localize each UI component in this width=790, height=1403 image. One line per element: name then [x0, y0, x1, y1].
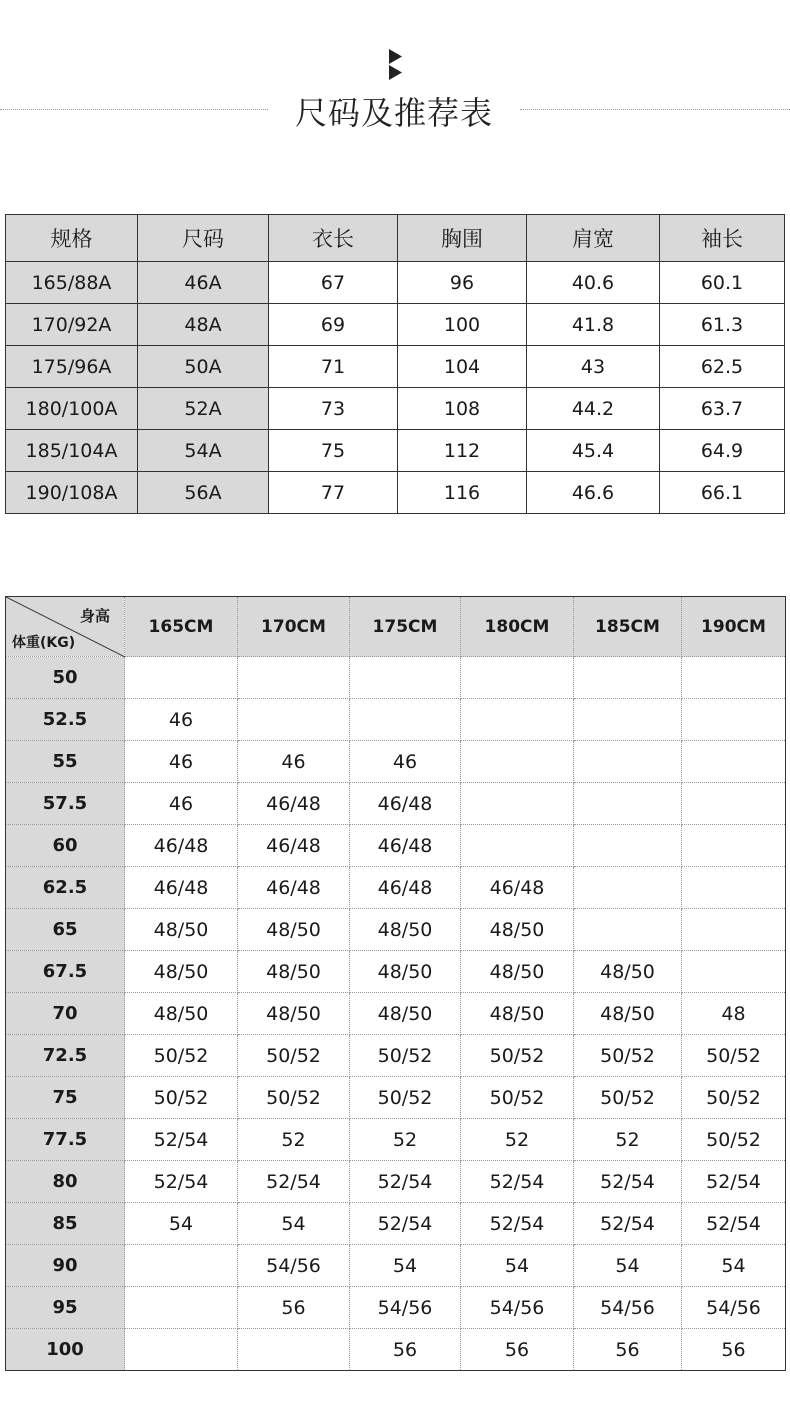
recommended-size-cell — [125, 1245, 238, 1287]
recommended-size-cell: 48/50 — [238, 993, 350, 1035]
size-table-cell: 52A — [138, 388, 269, 430]
weight-label: 55 — [6, 741, 125, 783]
size-spec-table — [5, 214, 785, 514]
weight-label: 95 — [6, 1287, 125, 1329]
size-table-cell: 63.7 — [660, 388, 785, 430]
recommended-size-cell: 46 — [125, 783, 238, 825]
recommended-size-cell — [238, 1329, 350, 1371]
recommended-size-cell: 56 — [238, 1287, 350, 1329]
recommended-size-cell: 56 — [682, 1329, 786, 1371]
recommended-size-cell: 56 — [461, 1329, 574, 1371]
size-table-cell: 56A — [138, 472, 269, 514]
size-recommendation-table — [5, 596, 786, 1371]
header-size: 尺码 — [138, 215, 269, 262]
recommended-size-cell: 48/50 — [238, 909, 350, 951]
recommended-size-cell: 52 — [238, 1119, 350, 1161]
title-divider-left — [0, 109, 268, 110]
recommended-size-cell: 48/50 — [461, 951, 574, 993]
size-table-row — [6, 472, 785, 514]
weight-row — [6, 825, 786, 867]
recommended-size-cell: 46/48 — [350, 867, 461, 909]
weight-label: 77.5 — [6, 1119, 125, 1161]
weight-label: 62.5 — [6, 867, 125, 909]
size-table-cell: 170/92A — [6, 304, 138, 346]
recommended-size-cell — [682, 741, 786, 783]
recommended-size-cell: 48/50 — [461, 909, 574, 951]
header-spec: 规格 — [6, 215, 138, 262]
weight-row — [6, 657, 786, 699]
recommended-size-cell: 50/52 — [461, 1077, 574, 1119]
size-table-cell: 175/96A — [6, 346, 138, 388]
header-chest: 胸围 — [398, 215, 527, 262]
size-table-row — [6, 262, 785, 304]
weight-label: 75 — [6, 1077, 125, 1119]
weight-row — [6, 1035, 786, 1077]
weight-label: 72.5 — [6, 1035, 125, 1077]
weight-row — [6, 1245, 786, 1287]
recommended-size-cell: 52/54 — [574, 1161, 682, 1203]
size-table-cell: 64.9 — [660, 430, 785, 472]
weight-label: 80 — [6, 1161, 125, 1203]
size-table-cell: 71 — [269, 346, 398, 388]
recommended-size-cell: 54 — [238, 1203, 350, 1245]
size-table-cell: 61.3 — [660, 304, 785, 346]
weight-label: 67.5 — [6, 951, 125, 993]
recommended-size-cell — [682, 867, 786, 909]
recommended-size-cell: 48/50 — [574, 993, 682, 1035]
size-table-cell: 46A — [138, 262, 269, 304]
header-sleeve: 袖长 — [660, 215, 785, 262]
recommended-size-cell: 46 — [125, 741, 238, 783]
weight-row — [6, 951, 786, 993]
double-arrow-right-icon — [388, 48, 404, 80]
recommended-size-cell — [461, 825, 574, 867]
size-table-cell: 50A — [138, 346, 269, 388]
size-table-cell: 69 — [269, 304, 398, 346]
recommended-size-cell: 50/52 — [350, 1035, 461, 1077]
weight-label: 60 — [6, 825, 125, 867]
recommended-size-cell: 48 — [682, 993, 786, 1035]
recommended-size-cell — [125, 657, 238, 699]
recommended-size-cell — [461, 699, 574, 741]
recommended-size-cell — [574, 867, 682, 909]
weight-row — [6, 699, 786, 741]
height-header: 190CM — [682, 597, 786, 657]
height-header: 185CM — [574, 597, 682, 657]
recommended-size-cell: 46 — [350, 741, 461, 783]
size-table-header-row — [6, 215, 785, 262]
size-table-cell: 45.4 — [527, 430, 660, 472]
height-header: 180CM — [461, 597, 574, 657]
size-table-cell: 112 — [398, 430, 527, 472]
recommended-size-cell: 54 — [350, 1245, 461, 1287]
recommended-size-cell: 52/54 — [461, 1161, 574, 1203]
recommended-size-cell: 54/56 — [238, 1245, 350, 1287]
weight-row — [6, 1119, 786, 1161]
recommended-size-cell — [461, 657, 574, 699]
recommended-size-cell: 46/48 — [461, 867, 574, 909]
weight-row — [6, 1203, 786, 1245]
size-table-cell: 67 — [269, 262, 398, 304]
recommended-size-cell: 50/52 — [238, 1077, 350, 1119]
size-table-cell: 60.1 — [660, 262, 785, 304]
recommended-size-cell: 46 — [125, 699, 238, 741]
recommended-size-cell: 46/48 — [350, 783, 461, 825]
recommended-size-cell: 52/54 — [350, 1161, 461, 1203]
size-table-cell: 41.8 — [527, 304, 660, 346]
recommended-size-cell: 52/54 — [574, 1203, 682, 1245]
recommended-size-cell: 46 — [238, 741, 350, 783]
recommended-size-cell — [574, 699, 682, 741]
recommended-size-cell: 48/50 — [238, 951, 350, 993]
recommended-size-cell — [574, 741, 682, 783]
recommended-size-cell: 50/52 — [682, 1119, 786, 1161]
recommended-size-cell — [682, 657, 786, 699]
weight-row — [6, 1077, 786, 1119]
recommended-size-cell — [350, 699, 461, 741]
size-table-cell: 77 — [269, 472, 398, 514]
size-table-cell: 44.2 — [527, 388, 660, 430]
recommended-size-cell — [238, 699, 350, 741]
weight-row — [6, 993, 786, 1035]
weight-row — [6, 1161, 786, 1203]
recommended-size-cell — [682, 825, 786, 867]
recommended-size-cell: 52/54 — [682, 1161, 786, 1203]
weight-label: 85 — [6, 1203, 125, 1245]
recommended-size-cell: 50/52 — [574, 1077, 682, 1119]
recommended-size-cell: 48/50 — [350, 951, 461, 993]
size-table-cell: 108 — [398, 388, 527, 430]
size-table-cell: 100 — [398, 304, 527, 346]
recommended-size-cell: 52/54 — [461, 1203, 574, 1245]
recommended-size-cell: 52/54 — [682, 1203, 786, 1245]
recommended-size-cell — [461, 741, 574, 783]
size-table-cell: 104 — [398, 346, 527, 388]
recommended-size-cell: 48/50 — [350, 993, 461, 1035]
recommended-size-cell — [574, 783, 682, 825]
size-table-cell: 180/100A — [6, 388, 138, 430]
recommended-size-cell: 48/50 — [125, 909, 238, 951]
size-table-cell: 75 — [269, 430, 398, 472]
recommended-size-cell: 52 — [461, 1119, 574, 1161]
recommended-size-cell — [574, 825, 682, 867]
recommended-size-cell — [238, 657, 350, 699]
recommended-size-cell: 50/52 — [125, 1077, 238, 1119]
recommended-size-cell: 50/52 — [461, 1035, 574, 1077]
recommended-size-cell: 50/52 — [574, 1035, 682, 1077]
recommended-size-cell: 46/48 — [125, 825, 238, 867]
recommended-size-cell: 54 — [574, 1245, 682, 1287]
size-table-row — [6, 304, 785, 346]
size-table-cell: 116 — [398, 472, 527, 514]
recommended-size-cell: 48/50 — [125, 993, 238, 1035]
size-table-cell: 54A — [138, 430, 269, 472]
corner-cell — [6, 597, 125, 657]
recommended-size-cell: 50/52 — [350, 1077, 461, 1119]
recommended-size-cell — [682, 951, 786, 993]
recommended-size-cell: 50/52 — [125, 1035, 238, 1077]
recommended-size-cell: 48/50 — [350, 909, 461, 951]
recommended-size-cell: 46/48 — [238, 867, 350, 909]
recommended-size-cell: 48/50 — [574, 951, 682, 993]
height-header: 175CM — [350, 597, 461, 657]
size-table-cell: 96 — [398, 262, 527, 304]
recommended-size-cell: 56 — [574, 1329, 682, 1371]
height-header-row — [6, 597, 786, 657]
recommended-size-cell: 48/50 — [461, 993, 574, 1035]
recommended-size-cell: 52 — [350, 1119, 461, 1161]
weight-label: 90 — [6, 1245, 125, 1287]
recommended-size-cell: 52/54 — [125, 1119, 238, 1161]
height-header: 170CM — [238, 597, 350, 657]
recommended-size-cell — [574, 657, 682, 699]
size-table-row — [6, 346, 785, 388]
recommended-size-cell: 54 — [125, 1203, 238, 1245]
weight-row — [6, 783, 786, 825]
weight-label: 52.5 — [6, 699, 125, 741]
recommended-size-cell: 48/50 — [125, 951, 238, 993]
recommended-size-cell — [350, 657, 461, 699]
recommended-size-cell: 46/48 — [125, 867, 238, 909]
recommended-size-cell: 50/52 — [682, 1077, 786, 1119]
recommended-size-cell: 52/54 — [350, 1203, 461, 1245]
size-table-cell: 66.1 — [660, 472, 785, 514]
recommended-size-cell: 56 — [350, 1329, 461, 1371]
weight-row — [6, 909, 786, 951]
size-table-row — [6, 430, 785, 472]
recommended-size-cell — [682, 909, 786, 951]
recommended-size-cell: 52/54 — [238, 1161, 350, 1203]
corner-label-height: 身高 — [79, 607, 110, 625]
size-table-cell: 40.6 — [527, 262, 660, 304]
size-table-cell: 185/104A — [6, 430, 138, 472]
recommended-size-cell: 54/56 — [461, 1287, 574, 1329]
recommended-size-cell: 52/54 — [125, 1161, 238, 1203]
size-table-cell: 73 — [269, 388, 398, 430]
recommended-size-cell: 46/48 — [238, 825, 350, 867]
weight-label: 65 — [6, 909, 125, 951]
height-header: 165CM — [125, 597, 238, 657]
recommended-size-cell: 54/56 — [574, 1287, 682, 1329]
weight-label: 70 — [6, 993, 125, 1035]
recommended-size-cell: 54 — [461, 1245, 574, 1287]
recommended-size-cell: 50/52 — [238, 1035, 350, 1077]
weight-label: 100 — [6, 1329, 125, 1371]
size-table-cell: 62.5 — [660, 346, 785, 388]
size-table-cell: 165/88A — [6, 262, 138, 304]
header-length: 衣长 — [269, 215, 398, 262]
size-table-cell: 190/108A — [6, 472, 138, 514]
header-shoulder: 肩宽 — [527, 215, 660, 262]
recommended-size-cell: 52 — [574, 1119, 682, 1161]
corner-label-weight: 体重(KG) — [12, 635, 76, 651]
size-table-cell: 46.6 — [527, 472, 660, 514]
weight-label: 50 — [6, 657, 125, 699]
recommended-size-cell: 54/56 — [682, 1287, 786, 1329]
weight-row — [6, 741, 786, 783]
weight-row — [6, 1329, 786, 1371]
recommended-size-cell: 54 — [682, 1245, 786, 1287]
recommended-size-cell: 46/48 — [238, 783, 350, 825]
recommended-size-cell: 54/56 — [350, 1287, 461, 1329]
recommended-size-cell — [682, 783, 786, 825]
recommended-size-cell — [461, 783, 574, 825]
size-table-row — [6, 388, 785, 430]
recommended-size-cell — [125, 1287, 238, 1329]
weight-row — [6, 867, 786, 909]
recommended-size-cell: 50/52 — [682, 1035, 786, 1077]
recommended-size-cell: 46/48 — [350, 825, 461, 867]
recommended-size-cell — [574, 909, 682, 951]
recommended-size-cell — [682, 699, 786, 741]
size-table-cell: 43 — [527, 346, 660, 388]
page-title: 尺码及推荐表 — [294, 94, 493, 132]
title-divider-right — [520, 109, 790, 110]
size-table-cell: 48A — [138, 304, 269, 346]
weight-label: 57.5 — [6, 783, 125, 825]
weight-row — [6, 1287, 786, 1329]
recommended-size-cell — [125, 1329, 238, 1371]
